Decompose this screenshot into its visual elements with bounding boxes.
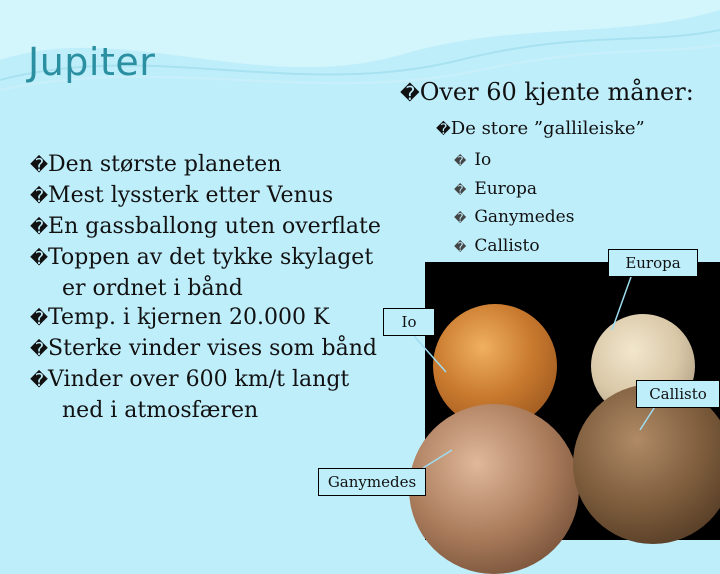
bullet-glyph: � [400,82,420,105]
moon-list-item [454,146,574,175]
bullet-glyph: � [30,249,49,269]
moon-name: Ganymedes [474,207,575,227]
moon-list-item [454,175,574,204]
callisto-moon-image [573,384,720,544]
moons-subheading-text: De store ”gallileiske” [450,118,645,139]
ganymedes-label: Ganymedes [318,468,426,496]
fact-text-continued: er ordnet i bånd [62,276,243,301]
bullet-glyph: � [436,122,451,138]
fact-item [30,334,420,365]
bullet-glyph: � [30,187,49,207]
square-bullet-icon: � [454,239,467,254]
bullet-glyph: � [30,218,49,238]
fact-text: Toppen av det tykke skylaget [48,245,374,270]
slide-title: Jupiter [28,40,156,84]
bullet-glyph: � [30,340,49,360]
moon-name: Io [474,150,492,170]
moons-subheading [436,118,645,139]
moons-heading-text: Over 60 kjente måner: [419,78,694,106]
bullet-glyph: � [30,309,49,329]
fact-item [30,212,420,243]
fact-text: Mest lyssterk etter Venus [48,183,334,208]
fact-item [30,150,420,181]
fact-text: En gassballong uten overflate [48,214,381,239]
galilean-moons-list [454,146,574,260]
fact-item [30,243,420,303]
moon-name: Europa [474,178,538,199]
square-bullet-icon: � [454,211,467,225]
fact-text: Den største planeten [48,152,282,177]
square-bullet-icon: � [454,182,467,197]
fact-item [30,303,420,334]
fact-text: Vinder over 600 km/t langt [48,367,350,392]
ganymedes-moon-image [409,404,579,574]
fact-text: Sterke vinder vises som bånd [48,336,377,361]
fact-text-continued: ned i atmosfæren [62,398,259,423]
europa-label: Europa [608,249,698,277]
jupiter-facts-list [30,150,420,425]
fact-item [30,365,420,425]
moons-heading [400,78,694,106]
bullet-glyph: � [30,371,49,391]
fact-item [30,181,420,212]
callisto-label: Callisto [636,380,720,408]
io-label: Io [383,308,435,336]
fact-text: Temp. i kjernen 20.000 K [48,305,330,330]
moon-list-item [454,203,574,232]
moon-list-item [454,232,574,261]
bullet-glyph: � [30,156,49,176]
square-bullet-icon: � [454,154,467,168]
moon-name: Callisto [474,235,540,256]
